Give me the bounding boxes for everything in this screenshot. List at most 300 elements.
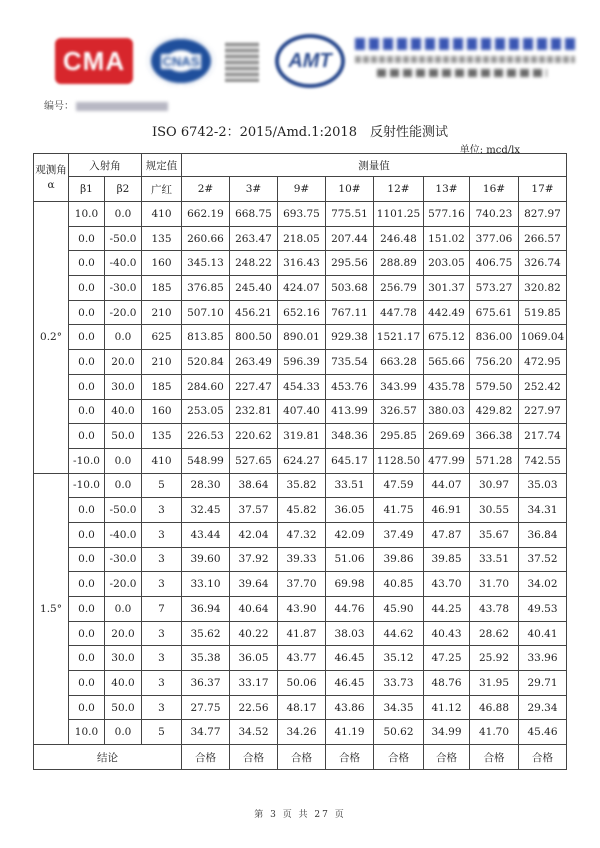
beta1-cell: 0.0 [69, 300, 105, 325]
measured-value-cell: 1101.25 [374, 202, 424, 227]
measured-value-cell: 319.81 [278, 424, 326, 449]
sample-header: 16# [470, 177, 519, 202]
measured-value-cell: 675.12 [424, 325, 470, 350]
measured-value-cell: 663.28 [374, 350, 424, 375]
beta1-cell: 0.0 [69, 424, 105, 449]
beta1-cell: -10.0 [69, 473, 105, 498]
measured-value-cell: 34.99 [424, 720, 470, 745]
observation-angle-cell: 1.5° [34, 473, 69, 745]
beta1-cell: 0.0 [69, 251, 105, 276]
beta1-cell: 10.0 [69, 720, 105, 745]
measured-value-cell: 207.44 [326, 226, 374, 251]
measured-value-cell: 579.50 [470, 374, 519, 399]
measured-value-cell: 33.96 [519, 646, 567, 671]
measured-value-cell: 645.17 [326, 448, 374, 473]
spec-cell: 625 [142, 325, 182, 350]
measured-value-cell: 577.16 [424, 202, 470, 227]
sample-header: 17# [519, 177, 567, 202]
beta2-cell: -20.0 [105, 300, 142, 325]
table-row [34, 547, 567, 572]
spec-cell: 3 [142, 498, 182, 523]
measured-value-cell: 49.53 [519, 597, 567, 622]
observation-angle-header: 观测角α [34, 154, 69, 202]
report-number-label: 编号： [44, 101, 74, 112]
measured-value-cell: 43.44 [182, 522, 230, 547]
page-footer: 第 3 页 共 27 页 [254, 810, 346, 820]
measured-value-cell: 284.60 [182, 374, 230, 399]
table-row [34, 202, 567, 227]
table-row [34, 226, 567, 251]
measured-value-cell: 1521.17 [374, 325, 424, 350]
measured-value-cell: 44.07 [424, 473, 470, 498]
measured-value-cell: 33.73 [374, 671, 424, 696]
beta2-cell: 40.0 [105, 399, 142, 424]
table-row [34, 325, 567, 350]
table-row [34, 473, 567, 498]
measured-value-cell: 295.85 [374, 424, 424, 449]
measured-value-cell: 232.81 [230, 399, 278, 424]
beta2-header: β2 [105, 177, 142, 202]
measured-value-cell: 256.79 [374, 276, 424, 301]
beta1-cell: 10.0 [69, 202, 105, 227]
beta1-cell: 0.0 [69, 547, 105, 572]
beta2-cell: 20.0 [105, 350, 142, 375]
beta1-cell: 0.0 [69, 597, 105, 622]
measured-value-cell: 836.00 [470, 325, 519, 350]
measured-value-cell: 756.20 [470, 350, 519, 375]
measured-value-cell: 320.82 [519, 276, 567, 301]
measured-value-cell: 34.02 [519, 572, 567, 597]
spec-cell: 410 [142, 448, 182, 473]
beta2-cell: 0.0 [105, 597, 142, 622]
measured-value-cell: 48.76 [424, 671, 470, 696]
measured-value-cell: 453.76 [326, 374, 374, 399]
measured-value-cell: 326.57 [374, 399, 424, 424]
measured-value-cell: 345.13 [182, 251, 230, 276]
measured-value-cell: 42.04 [230, 522, 278, 547]
conclusion-cell: 合格 [278, 745, 326, 770]
measured-value-cell: 28.30 [182, 473, 230, 498]
sample-header: 3# [230, 177, 278, 202]
measured-value-cell: 380.03 [424, 399, 470, 424]
beta2-cell: 30.0 [105, 646, 142, 671]
measured-value-cell: 42.09 [326, 522, 374, 547]
table-row [34, 276, 567, 301]
measured-value-cell: 40.43 [424, 621, 470, 646]
beta1-cell: 0.0 [69, 399, 105, 424]
measured-value-cell: 46.45 [326, 646, 374, 671]
measured-value-cell: 46.45 [326, 671, 374, 696]
beta1-cell: 0.0 [69, 374, 105, 399]
measured-value-cell: 36.84 [519, 522, 567, 547]
beta2-cell: 0.0 [105, 720, 142, 745]
measured-value-cell: 30.55 [470, 498, 519, 523]
spec-cell: 3 [142, 695, 182, 720]
measured-value-cell: 775.51 [326, 202, 374, 227]
measured-value-cell: 217.74 [519, 424, 567, 449]
beta1-cell: 0.0 [69, 695, 105, 720]
spec-cell: 210 [142, 300, 182, 325]
conclusion-label: 结论 [34, 745, 182, 770]
measured-value-cell: 366.38 [470, 424, 519, 449]
observation-angle-cell: 0.2° [34, 202, 69, 474]
beta1-cell: 0.0 [69, 350, 105, 375]
measured-value-cell: 35.03 [519, 473, 567, 498]
sample-header: 12# [374, 177, 424, 202]
measured-value-cell: 348.36 [326, 424, 374, 449]
measured-value-cell: 47.25 [424, 646, 470, 671]
spec-cell: 3 [142, 621, 182, 646]
measured-value-cell: 652.16 [278, 300, 326, 325]
spec-cell: 185 [142, 276, 182, 301]
sample-header: 2# [182, 177, 230, 202]
qr-code-icon [225, 42, 259, 82]
table-row [34, 424, 567, 449]
table-row [34, 646, 567, 671]
conclusion-cell: 合格 [182, 745, 230, 770]
measured-value-cell: 507.10 [182, 300, 230, 325]
measured-value-cell: 50.06 [278, 671, 326, 696]
spec-cell: 3 [142, 671, 182, 696]
measured-value-cell: 472.95 [519, 350, 567, 375]
measured-value-cell: 252.42 [519, 374, 567, 399]
beta1-cell: 0.0 [69, 646, 105, 671]
measured-value-cell: 693.75 [278, 202, 326, 227]
measured-value-cell: 45.90 [374, 597, 424, 622]
measured-value-cell: 203.05 [424, 251, 470, 276]
measured-value-cell: 800.50 [230, 325, 278, 350]
measured-value-cell: 38.03 [326, 621, 374, 646]
beta1-cell: 0.0 [69, 671, 105, 696]
measured-value-cell: 47.59 [374, 473, 424, 498]
conclusion-cell: 合格 [519, 745, 567, 770]
table-row [34, 597, 567, 622]
measured-value-cell: 424.07 [278, 276, 326, 301]
measured-value-cell: 527.65 [230, 448, 278, 473]
table-row [34, 572, 567, 597]
beta1-header: β1 [69, 177, 105, 202]
conclusion-cell: 合格 [374, 745, 424, 770]
measured-value-cell: 266.57 [519, 226, 567, 251]
table-row [34, 399, 567, 424]
measured-value-cell: 220.62 [230, 424, 278, 449]
measured-value-cell: 46.88 [470, 695, 519, 720]
measured-value-cell: 28.62 [470, 621, 519, 646]
beta1-cell: 0.0 [69, 621, 105, 646]
measured-value-cell: 596.39 [278, 350, 326, 375]
conclusion-cell: 合格 [424, 745, 470, 770]
beta2-cell: 50.0 [105, 424, 142, 449]
measured-value-cell: 442.49 [424, 300, 470, 325]
measured-value-cell: 51.06 [326, 547, 374, 572]
measured-value-cell: 43.77 [278, 646, 326, 671]
beta1-cell: 0.0 [69, 498, 105, 523]
measured-value-cell: 22.56 [230, 695, 278, 720]
table-subheader-row [34, 177, 567, 202]
beta1-cell: 0.0 [69, 226, 105, 251]
beta2-cell: -50.0 [105, 498, 142, 523]
cnas-logo: CNAS [147, 36, 215, 86]
spec-cell: 135 [142, 226, 182, 251]
table-row [34, 621, 567, 646]
measured-value-cell: 34.35 [374, 695, 424, 720]
measured-value-cell: 245.40 [230, 276, 278, 301]
header-logos [55, 30, 575, 90]
table-row [34, 300, 567, 325]
spec-cell: 160 [142, 399, 182, 424]
beta2-cell: -30.0 [105, 547, 142, 572]
measured-value-cell: 477.99 [424, 448, 470, 473]
conclusion-row [34, 745, 567, 770]
measured-value-cell: 35.38 [182, 646, 230, 671]
table-row [34, 374, 567, 399]
beta1-cell: 0.0 [69, 325, 105, 350]
measured-value-cell: 37.57 [230, 498, 278, 523]
measured-value-cell: 33.17 [230, 671, 278, 696]
beta1-cell: -10.0 [69, 448, 105, 473]
measured-value-cell: 343.99 [374, 374, 424, 399]
measured-value-cell: 675.61 [470, 300, 519, 325]
measured-value-cell: 36.05 [326, 498, 374, 523]
spec-color-header: 广红 [142, 177, 182, 202]
beta2-cell: -20.0 [105, 572, 142, 597]
measured-value-cell: 36.37 [182, 671, 230, 696]
spec-cell: 7 [142, 597, 182, 622]
measured-value-cell: 548.99 [182, 448, 230, 473]
beta2-cell: -50.0 [105, 226, 142, 251]
measured-value-cell: 456.21 [230, 300, 278, 325]
measured-value-cell: 43.86 [326, 695, 374, 720]
measured-value-cell: 668.75 [230, 202, 278, 227]
measured-value-cell: 44.25 [424, 597, 470, 622]
conclusion-cell: 合格 [470, 745, 519, 770]
beta2-cell: -40.0 [105, 251, 142, 276]
measured-value-cell: 767.11 [326, 300, 374, 325]
beta1-cell: 0.0 [69, 276, 105, 301]
spec-cell: 3 [142, 547, 182, 572]
measured-value-cell: 735.54 [326, 350, 374, 375]
measured-value-cell: 316.43 [278, 251, 326, 276]
beta2-cell: 0.0 [105, 473, 142, 498]
incidence-angle-header: 入射角 [69, 154, 142, 177]
spec-cell: 210 [142, 350, 182, 375]
measured-value-cell: 46.91 [424, 498, 470, 523]
measured-value-cell: 37.52 [519, 547, 567, 572]
measured-value-cell: 269.69 [424, 424, 470, 449]
measured-value-cell: 32.45 [182, 498, 230, 523]
table-row [34, 498, 567, 523]
measured-value-cell: 40.64 [230, 597, 278, 622]
measured-value-cell: 43.70 [424, 572, 470, 597]
measured-value-cell: 45.82 [278, 498, 326, 523]
table-row [34, 671, 567, 696]
measured-value-cell: 1128.50 [374, 448, 424, 473]
measured-value-cell: 407.40 [278, 399, 326, 424]
beta2-cell: 40.0 [105, 671, 142, 696]
organization-logo [355, 36, 575, 86]
measured-value-cell: 253.05 [182, 399, 230, 424]
table-row [34, 695, 567, 720]
measured-value-cell: 41.87 [278, 621, 326, 646]
measured-value-cell: 41.70 [470, 720, 519, 745]
measured-value-cell: 435.78 [424, 374, 470, 399]
measured-value-cell: 326.74 [519, 251, 567, 276]
measured-value-cell: 25.92 [470, 646, 519, 671]
measured-value-cell: 429.82 [470, 399, 519, 424]
spec-cell: 3 [142, 572, 182, 597]
measured-value-cell: 44.76 [326, 597, 374, 622]
conclusion-cell: 合格 [326, 745, 374, 770]
measured-value-cell: 226.53 [182, 424, 230, 449]
measured-value-cell: 35.82 [278, 473, 326, 498]
measured-value-cell: 39.33 [278, 547, 326, 572]
measured-value-cell: 34.77 [182, 720, 230, 745]
sample-header: 13# [424, 177, 470, 202]
measured-value-cell: 36.94 [182, 597, 230, 622]
measured-value-cell: 34.26 [278, 720, 326, 745]
measured-value-cell: 39.60 [182, 547, 230, 572]
beta1-cell: 0.0 [69, 522, 105, 547]
measured-value-cell: 376.85 [182, 276, 230, 301]
spec-cell: 135 [142, 424, 182, 449]
spec-value-header: 规定值 [142, 154, 182, 177]
measured-value-cell: 43.90 [278, 597, 326, 622]
measured-value-cell: 377.06 [470, 226, 519, 251]
table-row [34, 720, 567, 745]
conclusion-cell: 合格 [230, 745, 278, 770]
measured-value-cell: 33.51 [326, 473, 374, 498]
cma-logo: CMA [55, 38, 133, 84]
reflection-test-table [33, 153, 567, 770]
unit-label: 单位: mcd/lx [459, 145, 520, 156]
spec-cell: 160 [142, 251, 182, 276]
measured-value-cell: 45.46 [519, 720, 567, 745]
beta2-cell: 0.0 [105, 202, 142, 227]
measured-value-cell: 1069.04 [519, 325, 567, 350]
measured-value-cell: 29.71 [519, 671, 567, 696]
measured-value-cell: 35.62 [182, 621, 230, 646]
measured-value-cell: 37.70 [278, 572, 326, 597]
beta2-cell: 0.0 [105, 448, 142, 473]
measured-value-cell: 44.62 [374, 621, 424, 646]
measured-value-cell: 39.86 [374, 547, 424, 572]
measured-value-cell: 40.41 [519, 621, 567, 646]
measured-value-cell: 742.55 [519, 448, 567, 473]
measured-value-cell: 27.75 [182, 695, 230, 720]
measured-value-cell: 519.85 [519, 300, 567, 325]
measured-value-cell: 31.95 [470, 671, 519, 696]
table-row [34, 350, 567, 375]
measured-value-cell: 151.02 [424, 226, 470, 251]
measured-value-header: 测量值 [182, 154, 567, 177]
report-number-redacted [76, 102, 168, 111]
table-header-row [34, 154, 567, 177]
measured-value-cell: 41.19 [326, 720, 374, 745]
table-row [34, 448, 567, 473]
measured-value-cell: 447.78 [374, 300, 424, 325]
beta1-cell: 0.0 [69, 572, 105, 597]
measured-value-cell: 413.99 [326, 399, 374, 424]
measured-value-cell: 48.17 [278, 695, 326, 720]
measured-value-cell: 41.75 [374, 498, 424, 523]
table-row [34, 522, 567, 547]
measured-value-cell: 47.87 [424, 522, 470, 547]
measured-value-cell: 571.28 [470, 448, 519, 473]
table-row [34, 251, 567, 276]
measured-value-cell: 227.97 [519, 399, 567, 424]
beta2-cell: 30.0 [105, 374, 142, 399]
measured-value-cell: 37.49 [374, 522, 424, 547]
measured-value-cell: 301.37 [424, 276, 470, 301]
measured-value-cell: 36.05 [230, 646, 278, 671]
measured-value-cell: 39.64 [230, 572, 278, 597]
measured-value-cell: 33.51 [470, 547, 519, 572]
beta2-cell: -40.0 [105, 522, 142, 547]
measured-value-cell: 260.66 [182, 226, 230, 251]
measured-value-cell: 41.12 [424, 695, 470, 720]
measured-value-cell: 30.97 [470, 473, 519, 498]
ilac-logo: AMT [275, 34, 345, 88]
report-number [44, 97, 168, 112]
measured-value-cell: 263.49 [230, 350, 278, 375]
table-body [34, 202, 567, 745]
measured-value-cell: 813.85 [182, 325, 230, 350]
beta2-cell: -30.0 [105, 276, 142, 301]
spec-cell: 5 [142, 473, 182, 498]
measured-value-cell: 565.66 [424, 350, 470, 375]
measured-value-cell: 662.19 [182, 202, 230, 227]
measured-value-cell: 35.12 [374, 646, 424, 671]
measured-value-cell: 69.98 [326, 572, 374, 597]
measured-value-cell: 43.78 [470, 597, 519, 622]
measured-value-cell: 573.27 [470, 276, 519, 301]
measured-value-cell: 227.47 [230, 374, 278, 399]
measured-value-cell: 288.89 [374, 251, 424, 276]
beta2-cell: 20.0 [105, 621, 142, 646]
measured-value-cell: 406.75 [470, 251, 519, 276]
measured-value-cell: 929.38 [326, 325, 374, 350]
measured-value-cell: 35.67 [470, 522, 519, 547]
measured-value-cell: 40.22 [230, 621, 278, 646]
sample-header: 10# [326, 177, 374, 202]
measured-value-cell: 34.31 [519, 498, 567, 523]
measured-value-cell: 624.27 [278, 448, 326, 473]
measured-value-cell: 827.97 [519, 202, 567, 227]
measured-value-cell: 263.47 [230, 226, 278, 251]
measured-value-cell: 740.23 [470, 202, 519, 227]
measured-value-cell: 31.70 [470, 572, 519, 597]
beta2-cell: 0.0 [105, 325, 142, 350]
measured-value-cell: 37.92 [230, 547, 278, 572]
measured-value-cell: 50.62 [374, 720, 424, 745]
page-title: ISO 6742-2：2015/Amd.1:2018 反射性能测试 [152, 125, 448, 140]
spec-cell: 3 [142, 522, 182, 547]
spec-cell: 3 [142, 646, 182, 671]
sample-header: 9# [278, 177, 326, 202]
measured-value-cell: 29.34 [519, 695, 567, 720]
measured-value-cell: 503.68 [326, 276, 374, 301]
spec-cell: 185 [142, 374, 182, 399]
measured-value-cell: 890.01 [278, 325, 326, 350]
measured-value-cell: 34.52 [230, 720, 278, 745]
beta2-cell: 50.0 [105, 695, 142, 720]
spec-cell: 410 [142, 202, 182, 227]
measured-value-cell: 218.05 [278, 226, 326, 251]
measured-value-cell: 39.85 [424, 547, 470, 572]
measured-value-cell: 47.32 [278, 522, 326, 547]
measured-value-cell: 246.48 [374, 226, 424, 251]
measured-value-cell: 248.22 [230, 251, 278, 276]
